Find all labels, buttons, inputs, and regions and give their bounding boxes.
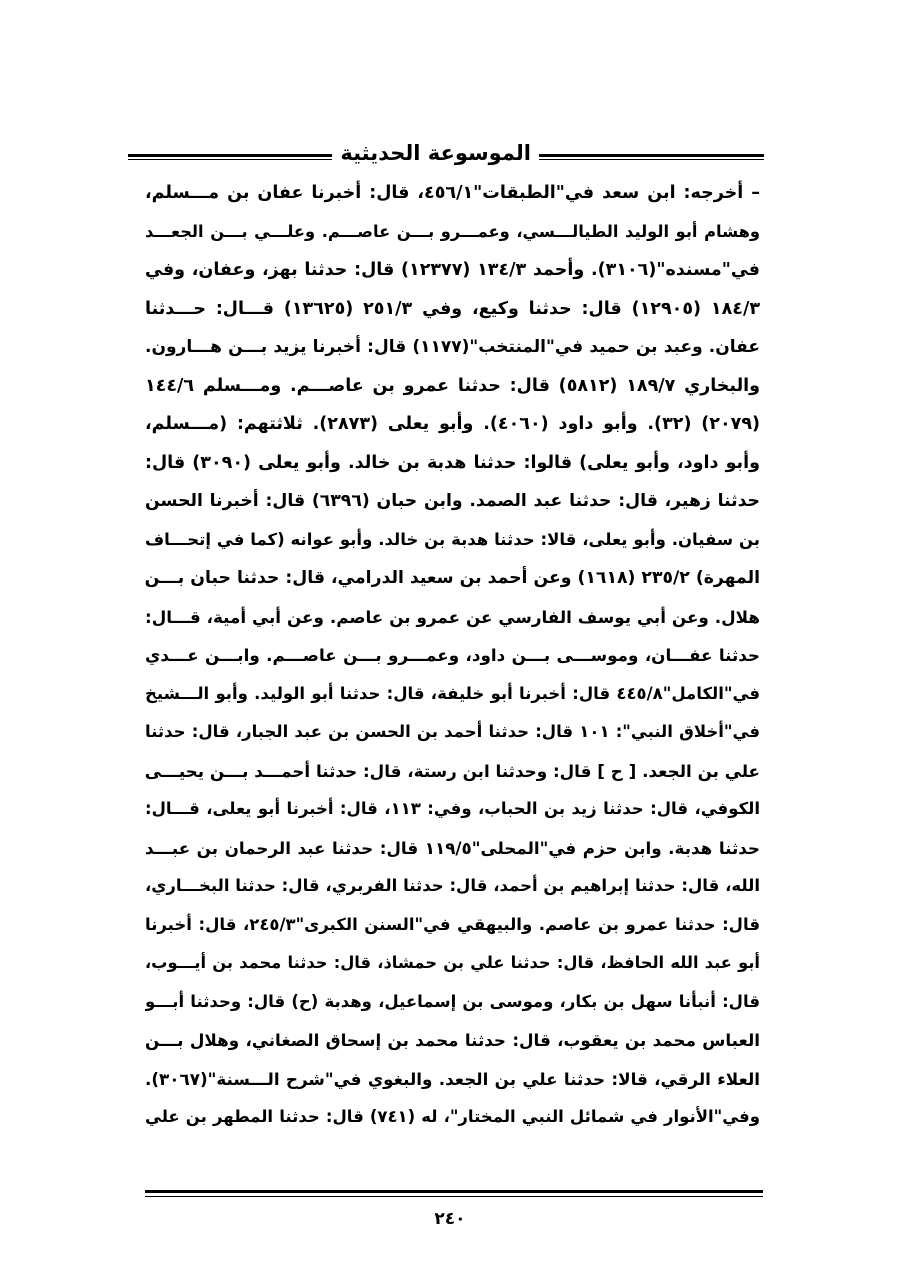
text-line: قال: أنبأنا سهل بن بكار، وموسى بن إسماعيل، وهدبة (ح) قال: وحدثنا أبـــو [145,991,760,1011]
text-line: الله، قال: حدثنا إبراهيم بن أحمد، قال: حدثنا الفربري، قال: حدثنا البخـــاري، [145,876,760,895]
header-rule-right [539,154,764,160]
text-line: حدثنا زهير، قال: حدثنا عبد الصمد. وابن حبان (٦٣٩٦) قال: أخبرنا الحسن [145,491,760,511]
text-line: في"مسنده"(٣١٠٦). وأحمد ١٣٤/٣ (١٢٣٧٧) قال: حدثنا بهز، وعفان، وفي [145,260,760,280]
body-text [145,174,760,1137]
text-line: في"الكامل"٤٤٥/٨ قال: أخبرنا أبو خليفة، قال: حدثنا أبو الوليد. وأبو الـــشيخ [145,683,760,703]
text-line: بن سفيان. وأبو يعلى، قالا: حدثنا هدبة بن خالد. وأبو عوانه (كما في إتحـــاف [145,529,760,549]
text-line: الكوفي، قال: حدثنا زيد بن الحباب، وفي: ١١٣، قال: أخبرنا أبو يعلى، قـــال: [145,799,760,818]
text-line: أبو عبد الله الحافظ، قال: حدثنا علي بن حمشاذ، قال: حدثنا محمد بن أيـــوب، [145,953,760,972]
text-line: هلال. وعن أبي يوسف الفارسي عن عمرو بن عاصم. وعن أبي أمية، قـــال: [145,606,760,627]
text-line: علي بن الجعد. [ ح ] قال: وحدثنا ابن رستة، قال: حدثنا أحمـــد بـــن يحيـــى [145,760,760,781]
text-line: عفان. وعبد بن حميد في"المنتخب"(١١٧٧) قال: أخبرنا يزيد بـــن هـــارون. [145,337,760,357]
text-line: حدثنا هدبة. وابن حزم في"المحلى"١١٩/٥ قال: حدثنا عبد الرحمان بن عبـــد [145,837,760,858]
page-header [128,136,764,176]
text-line: حدثنا عفـــان، وموســـى بـــن داود، وعمـــرو بـــن عاصـــم. وابـــن عـــدي [145,645,760,665]
page-header-title: الموسوعة الحديثية [332,140,539,166]
text-line: المهرة) ٢٣٥/٢ (١٦١٨) وعن أحمد بن سعيد الدرامي، قال: حدثنا حبان بـــن [145,568,760,588]
text-line: وأبو داود، وأبو يعلى) قالوا: حدثنا هدبة بن خالد. وأبو يعلى (٣٠٩٠) قال: [145,452,760,473]
text-line: العلاء الرقي، قالا: حدثنا علي بن الجعد. والبغوي في"شرح الـــسنة"(٣٠٦٧). [145,1068,760,1089]
text-line: في"أخلاق النبي": ١٠١ قال: حدثنا أحمد بن الحسن بن عبد الجبار، قال: حدثنا [145,722,760,741]
text-line: – أخرجه: ابن سعد في"الطبقات"٤٥٦/١، قال: أخبرنا عفان بن مـــسلم، [145,183,760,203]
text-line: العباس محمد بن يعقوب، قال: حدثنا محمد بن إسحاق الصغاني، وهلال بـــن [145,1030,760,1050]
footer-rule [145,1190,763,1197]
text-line: (٢٠٧٩) (٣٢). وأبو داود (٤٠٦٠). وأبو يعلى (٢٨٧٣). ثلاثتهم: (مـــسلم، [145,414,760,434]
text-line: قال: حدثنا عمرو بن عاصم. والبيهقي في"السنن الكبرى"٢٤٥/٣، قال: أخبرنا [145,914,760,934]
text-line: وهشام أبو الوليد الطيالـــسي، وعمـــرو بـــن عاصـــم. وعلـــي بـــن الجعـــد [145,221,760,241]
text-line: ١٨٤/٣ (١٢٩٠٥) قال: حدثنا وكيع، وفي ٢٥١/٣ (١٣٦٢٥) قـــال: حـــدثنا [145,298,760,319]
text-line: وفي"الأنوار في شمائل النبي المختار"، له (٧٤١) قال: حدثنا المطهر بن علي [145,1107,760,1126]
text-line: والبخاري ١٨٩/٧ (٥٨١٢) قال: حدثنا عمرو بن عاصـــم. ومـــسلم ١٤٤/٦ [145,375,760,396]
page-number: ٢٤٠ [434,1209,466,1229]
